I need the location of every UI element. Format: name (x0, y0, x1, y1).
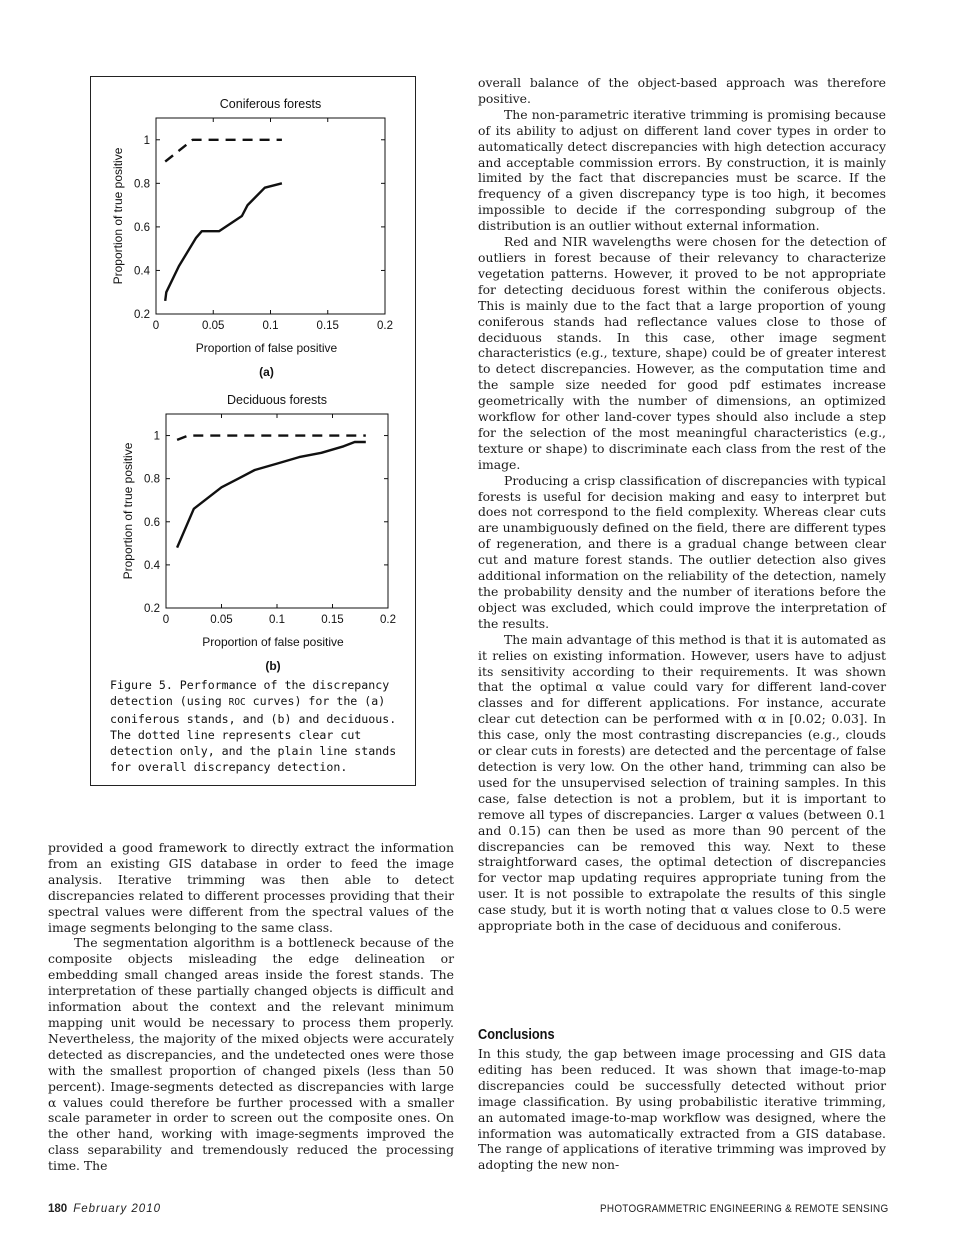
chart-coniferous (91, 87, 417, 383)
x-tick-label: 0 (162, 614, 170, 626)
x-axis-label: Proportion of false positive (202, 635, 344, 649)
x-tick-label: 0.1 (269, 614, 285, 626)
plot-frame (156, 118, 385, 314)
conclusions-paragraph (478, 1046, 886, 1173)
x-tick-label: 0.2 (377, 320, 393, 332)
chart-title: Coniferous forests (219, 97, 322, 111)
conclusions-text: In this study, the gap between image processing and GIS data editing has been reduced. It was shown that image-to-map discrepancies could be successfully detected without prior image classification. By using probabilistic iterative trimming, an automated image-to-map workflow was designed, where the information was automatically extracted from a GIS database. The range of applications of iterative trimming was improved by adopting the new non- (478, 1046, 886, 1173)
right-paragraph-3: Red and NIR wavelengths were chosen for the detection of outliers in forest because of their relevancy to characterize vegetation patterns. However, it proved to be not appropriate for detecting deciduous forest within the coniferous objects. This is mainly due to the fact that a large proportion of young coniferous stands had reflectance values close to those of deciduous stands. In this case, other image segment characteristics (e.g., texture, shape) could be of greater interest to detect discrepancies. However, as the computation time and the sample size needed for good pdf estimates increase geometrically with the number of dimensions, an optimized workflow for other land-cover types should also include a step for the selection of the most meaningful characteristics (e.g., texture or shape) to discriminate each class from the rest of the image. (478, 234, 886, 472)
footer-left (48, 1203, 161, 1215)
caption-text-2: curves) for the (a) coniferous stands, and (b) and deciduous. The dotted line represents clear cut detection only, and the plain line stands for overall discrepancy detection. (110, 694, 397, 774)
x-tick-label: 0.1 (262, 320, 279, 332)
series-line-clear-cut (177, 436, 366, 440)
caption-text-1: Figure 5. Performance of the discrepancy detection (using (110, 678, 390, 708)
y-tick-label: 0.8 (134, 178, 150, 191)
y-axis-label: Proportion of true positive (121, 442, 135, 580)
x-tick-label: 0.15 (316, 320, 339, 332)
x-tick-label: 0 (152, 320, 160, 332)
series-line-overall (177, 442, 366, 548)
chart-title: Deciduous forests (226, 393, 328, 407)
x-tick-label: 0.05 (202, 320, 225, 332)
figure-5 (90, 76, 416, 786)
y-tick-label: 1 (153, 430, 160, 443)
y-tick-label: 0.8 (144, 473, 160, 486)
y-tick-label: 0.2 (144, 603, 160, 615)
x-tick-label: 0.05 (210, 614, 233, 626)
left-paragraph-2: The segmentation algorithm is a bottleneck because of the composite objects misleading the edge delineation or embedding small changed areas inside the forest stands. The interpretation of these partially changed objects is difficult and information about the context and the relevant minimum mapping unit would be necessary to process them properly. Nevertheless, the majority of the mixed objects were accurately detected as discrepancies, and the undetected ones were those with the smallest proportion of changed pixels (less than 50 percent). Image-segments detected as discrepancies with large α values could therefore be further processed with a smaller scale parameter in order to screen out the composite ones. On the other hand, working with image-segments improved the class separability and tremendously reduced the processing time. The (48, 935, 454, 1174)
right-paragraph-5: The main advantage of this method is that it is automated as it relies on existing information. However, users have to adjust its sensitivity according to their requirements. It was shown that the optimal α value could vary for different land-cover classes and for different applications. For instance, accurate clear cut detection can be performed with α in [0.02; 0.03]. In this case, only the most contrasting discrepancies (e.g., clouds or clear cuts in forests) are detected and the percentage of false detection is very low. On the other hand, trimming can also be used for the unsupervised selection of training samples. In this case, false detection is not a problem, but it is important to remove all types of discrepancies. Larger α values (between 0.1 and 0.15) can then be used as more than 90 percent of the discrepancies can be removed this way. Next to these straightforward cases, the optimal detection of discrepancies for vector map updating requires appropriate tuning from the user. It is not possible to extrapolate the results of this single case study, but it is worth noting that α values close to 0.5 were appropriate both in the case of deciduous and coniferous. (478, 631, 886, 934)
y-axis-label: Proportion of true positive (111, 147, 125, 285)
left-paragraph-1: provided a good framework to directly extract the information from an existing GIS database in order to feed the image analysis. Iterative trimming was then able to detect discrepancies related to different processes providing that their spectral values were different from the spectral values of the image segments belonging to the same class. (48, 840, 454, 935)
page-number: 180 (48, 1203, 68, 1215)
left-column (48, 840, 454, 1174)
section-heading-conclusions: Conclusions (478, 1027, 555, 1043)
panel-label: (a) (259, 365, 274, 379)
y-tick-label: 0.6 (134, 221, 150, 234)
y-tick-label: 0.4 (134, 265, 150, 278)
chart-deciduous (91, 379, 417, 675)
y-tick-label: 0.4 (144, 559, 160, 572)
series-line-overall (165, 183, 282, 301)
right-column (478, 75, 886, 934)
x-tick-label: 0.2 (380, 614, 396, 626)
panel-label: (b) (265, 659, 281, 673)
right-paragraph-4: Producing a crisp classification of discrepancies with typical forests is useful for decision making and easy to interpret but does not correspond to the field complexity. Whereas clear cuts are unambiguously defined on the field, there are different types of regeneration, and there is a gradual change between clear cut and mature forest stands. The outlier detection also gives additional information on the reliability of the detection, namely the probability density and the number of iterations before the object was excluded, which could improve the interpretation of the results. (478, 472, 886, 631)
journal-name: PHOTOGRAMMETRIC ENGINEERING & REMOTE SENSING (599, 1203, 888, 1215)
x-axis-label: Proportion of false positive (195, 341, 338, 355)
series-line-clear-cut (165, 140, 282, 162)
figure-caption (110, 677, 402, 775)
right-paragraph-1: overall balance of the object-based approach was therefore positive. (478, 75, 886, 106)
y-tick-label: 0.2 (134, 309, 150, 321)
right-paragraph-2: The non-parametric iterative trimming is promising because of its ability to adjust on different land cover types in order to automatically detect discrepancies with high detection accuracy and acceptable commission errors. By construction, it is mainly limited by the fact that discrepancies must be scarce. If the frequency of a given discrepancy type is too high, it becomes impossible to decide if the corresponding subgroup of the distribution is an outlier without external information. (478, 106, 886, 234)
issue-date: February 2010 (73, 1203, 161, 1215)
y-tick-label: 1 (143, 134, 150, 147)
x-tick-label: 0.15 (321, 614, 344, 626)
y-tick-label: 0.6 (144, 516, 160, 529)
caption-roc: ROC (228, 697, 246, 708)
